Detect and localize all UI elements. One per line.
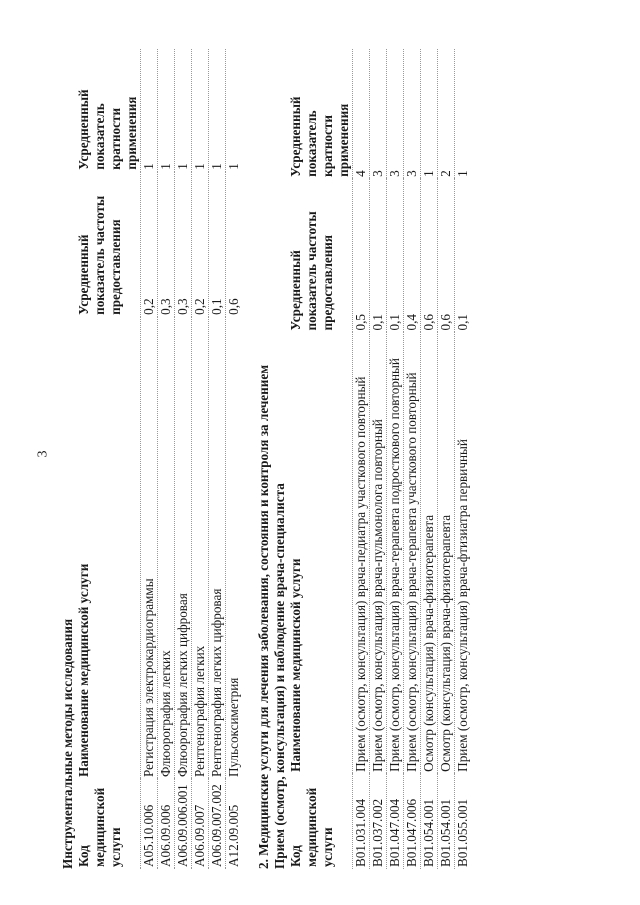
multiplicity-value: 1 — [421, 49, 438, 179]
service-name: Прием (осмотр, консультация) врача-терапевта подросткового повторный — [387, 332, 404, 773]
multiplicity-value: 3 — [387, 49, 404, 179]
table-row — [438, 49, 455, 869]
service-code: B01.047.004 — [387, 774, 404, 869]
header-name: Наименование медицинской услуги — [76, 563, 91, 778]
table-row — [353, 49, 370, 869]
service-code: B01.054.001 — [421, 774, 438, 869]
table-row — [226, 49, 243, 869]
frequency-value: 0,6 — [438, 179, 455, 333]
frequency-value: 0,6 — [226, 172, 243, 317]
table-row — [175, 49, 192, 869]
header-name: Наименование медицинской услуги — [288, 558, 303, 772]
table-header-row — [288, 49, 353, 869]
service-code: A06.09.006.001 — [175, 779, 192, 869]
header-multiplicity: Усредненный показатель кратности применения — [76, 89, 139, 170]
frequency-value: 0,1 — [455, 179, 472, 333]
service-name: Рентгенография легких — [192, 317, 209, 779]
section-1-title: Инструментальные методы исследования — [60, 618, 75, 869]
service-name: Флюорография легких — [158, 317, 175, 779]
frequency-value: 0,1 — [209, 172, 226, 317]
instrumental-methods-table — [76, 49, 242, 869]
specialist-consultations-table — [288, 49, 471, 869]
multiplicity-value: 4 — [353, 49, 370, 179]
service-name: Прием (осмотр, консультация) врача-педиатра участкового повторный — [353, 332, 370, 773]
table-row — [209, 49, 226, 869]
table-row — [421, 49, 438, 869]
header-multiplicity: Усредненный показатель кратности применения — [288, 96, 351, 177]
service-name: Осмотр (консультация) врача-физиотерапевта — [421, 332, 438, 773]
service-name: Осмотр (консультация) врача-физиотерапевта — [438, 332, 455, 773]
multiplicity-value: 1 — [158, 49, 175, 172]
service-name: Пульсоксиметрия — [226, 317, 243, 779]
table-row — [158, 49, 175, 869]
service-code: B01.055.001 — [455, 774, 472, 869]
service-code: A06.09.007.002 — [209, 779, 226, 869]
service-code: B01.054.001 — [438, 774, 455, 869]
frequency-value: 0,1 — [387, 179, 404, 333]
service-name: Регистрация электрокардиограммы — [141, 317, 158, 779]
document-body — [60, 49, 471, 869]
service-name: Рентгенография легких цифровая — [209, 317, 226, 779]
multiplicity-value: 1 — [226, 49, 243, 172]
table-row — [370, 49, 387, 869]
multiplicity-value: 3 — [370, 49, 387, 179]
section-2-subtitle: Прием (осмотр, консультация) и наблюдение врача-специалиста — [272, 483, 287, 869]
service-code: A06.09.007 — [192, 779, 209, 869]
service-name: Прием (осмотр, консультация) врача-терапевта участкового повторный — [404, 332, 421, 773]
service-code: A06.09.006 — [158, 779, 175, 869]
table-row — [387, 49, 404, 869]
header-code: Код медицинской услуги — [288, 787, 335, 867]
service-name: Прием (осмотр, консультация) врача-фтизиатра первичный — [455, 332, 472, 773]
service-code: A05.10.006 — [141, 779, 158, 869]
frequency-value: 0,3 — [175, 172, 192, 317]
table-row — [455, 49, 472, 869]
frequency-value: 0,3 — [158, 172, 175, 317]
service-code: B01.031.004 — [353, 774, 370, 869]
table-row — [404, 49, 421, 869]
frequency-value: 0,2 — [192, 172, 209, 317]
frequency-value: 0,4 — [404, 179, 421, 333]
frequency-value: 0,1 — [370, 179, 387, 333]
table-row — [192, 49, 209, 869]
service-name: Флюорография легких цифровая — [175, 317, 192, 779]
frequency-value: 0,5 — [353, 179, 370, 333]
frequency-value: 0,2 — [141, 172, 158, 317]
page-number: 3 — [35, 450, 51, 458]
table-row — [141, 49, 158, 869]
service-name: Прием (осмотр, консультация) врача-пульмонолога повторный — [370, 332, 387, 773]
frequency-value: 0,6 — [421, 179, 438, 333]
header-frequency: Усредненный показатель частоты предоставления — [76, 195, 123, 315]
multiplicity-value: 1 — [175, 49, 192, 172]
multiplicity-value: 1 — [141, 49, 158, 172]
multiplicity-value: 1 — [455, 49, 472, 179]
multiplicity-value: 3 — [404, 49, 421, 179]
section-2-title: 2. Медицинские услуги для лечения заболевания, состояния и контроля за лечением — [256, 364, 271, 869]
header-code: Код медицинской услуги — [76, 787, 123, 867]
multiplicity-value: 1 — [209, 49, 226, 172]
multiplicity-value: 1 — [192, 49, 209, 172]
table-header-row — [76, 49, 141, 869]
service-code: A12.09.005 — [226, 779, 243, 869]
multiplicity-value: 2 — [438, 49, 455, 179]
service-code: B01.047.006 — [404, 774, 421, 869]
header-frequency: Усредненный показатель частоты предоставления — [288, 211, 335, 331]
service-code: B01.037.002 — [370, 774, 387, 869]
